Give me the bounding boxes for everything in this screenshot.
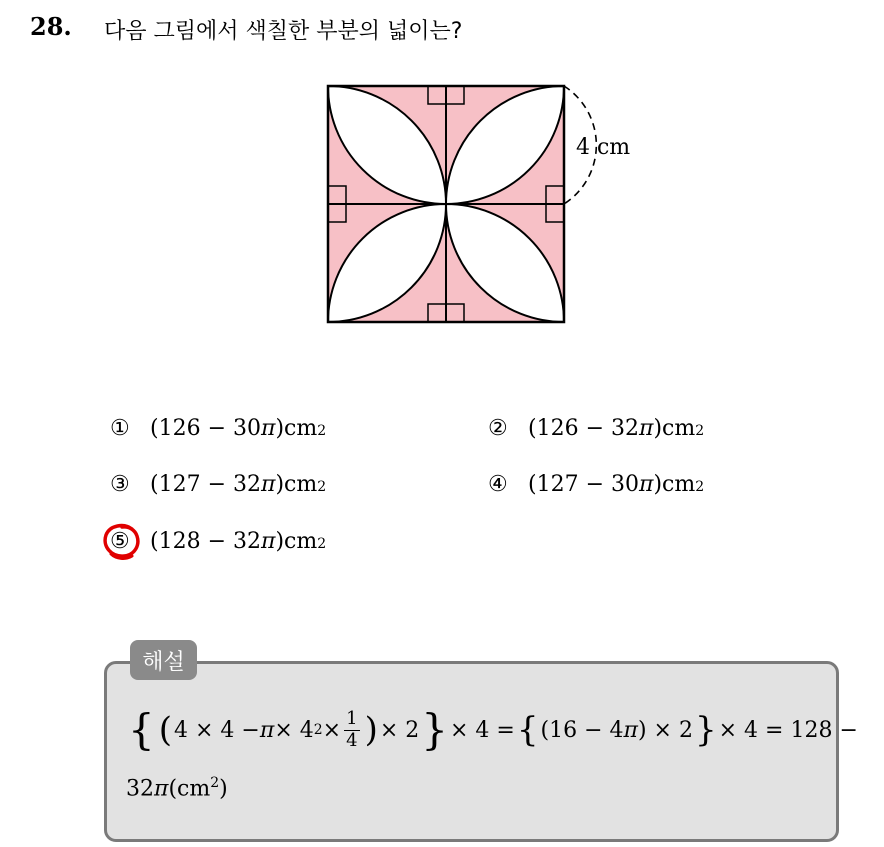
choice-1[interactable]: ① (126 − 30 π )cm 2 <box>110 416 327 441</box>
choice-5[interactable]: ⑤ (128 − 32 π )cm 2 <box>110 529 327 554</box>
solution-line-2: $32\pi(cm^2)$ <box>126 775 228 802</box>
choice-number: ① <box>110 416 130 441</box>
choice-number: ② <box>488 416 508 441</box>
choice-number: ③ <box>110 472 130 497</box>
choice-number: ④ <box>488 472 508 497</box>
solution-line-1: { ( 4 × 4 − π × 4 2 × $\frac{1}{4}$ ) × 2 } × 4 = { (16 − 4 π ) × 2 } × 4 = 128 − <box>128 705 858 754</box>
question-number: 28. <box>30 12 72 41</box>
figure-diagram <box>320 80 650 330</box>
answer-circle-mark <box>102 521 142 561</box>
solution-tag: 해설 <box>130 640 197 680</box>
choice-3[interactable]: ③ (127 − 32 π )cm 2 <box>110 472 327 497</box>
choice-number: ⑤ <box>110 529 130 554</box>
side-length-label: 4 cm <box>576 135 631 160</box>
choice-2[interactable]: ② (126 − 32 π )cm 2 <box>488 416 705 441</box>
fraction: $\frac{1}{4}$ <box>346 707 358 751</box>
question-text: 다음 그림에서 색칠한 부분의 넓이는? <box>104 19 463 44</box>
choice-4[interactable]: ④ (127 − 30 π )cm 2 <box>488 472 705 497</box>
